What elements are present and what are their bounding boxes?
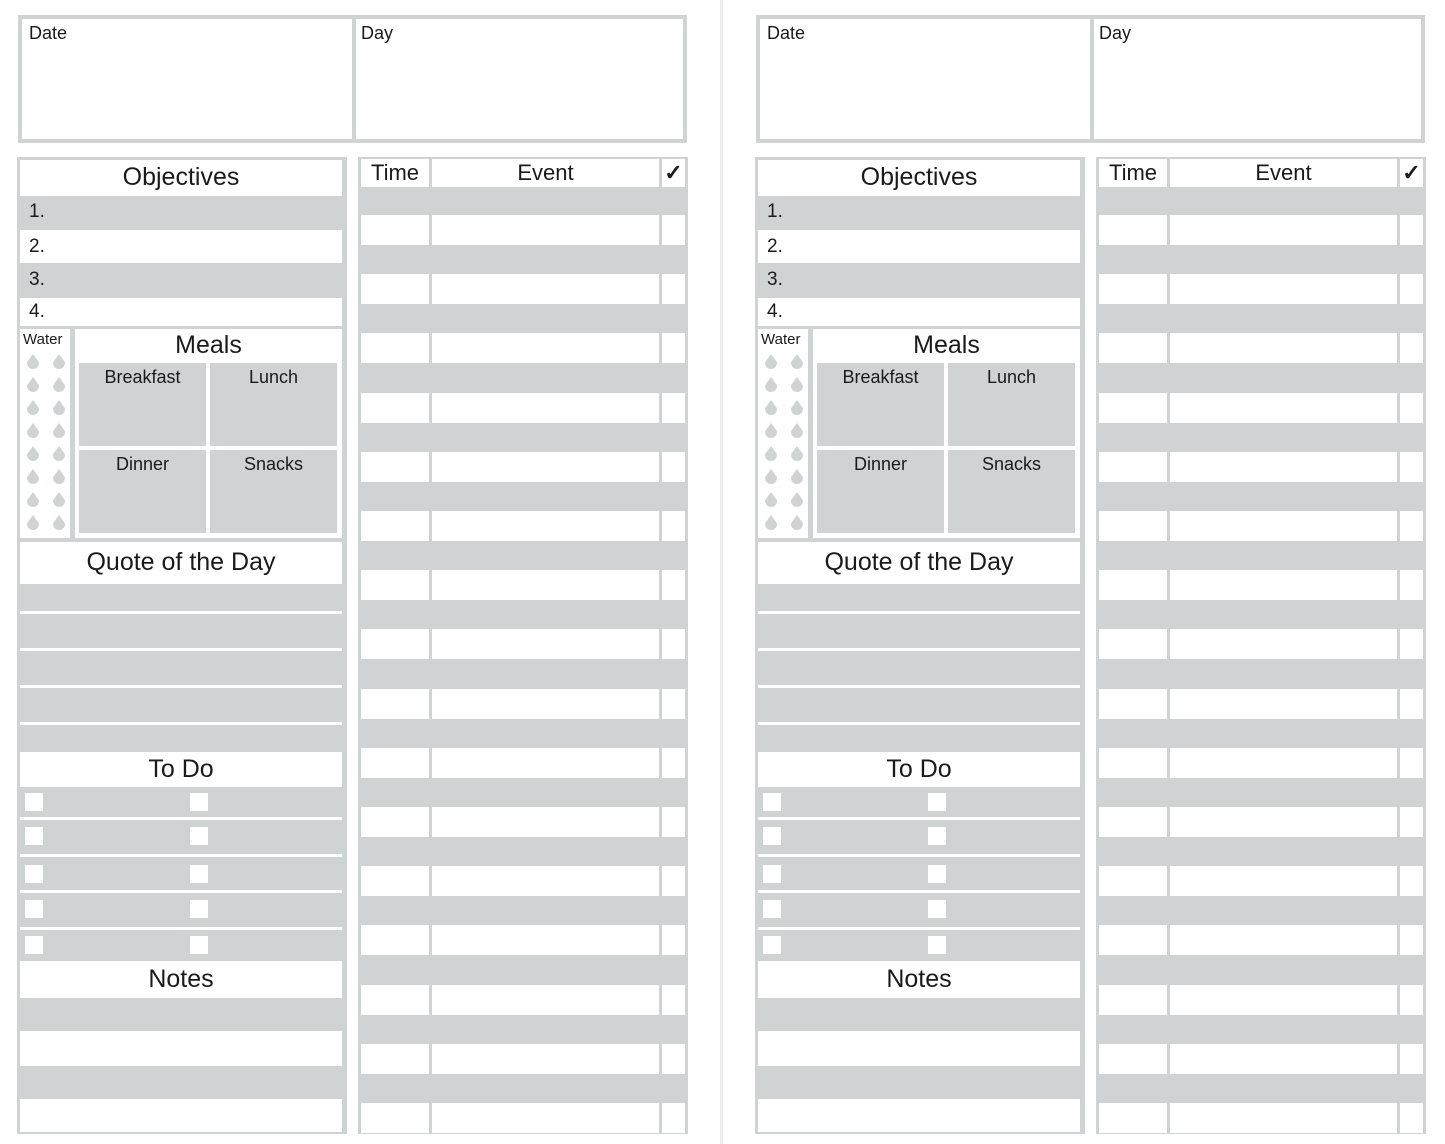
water-drop-icon[interactable] — [791, 400, 803, 415]
event-cell[interactable] — [432, 866, 659, 896]
dinner-label: Dinner — [853, 454, 908, 474]
water-column-1 — [760, 350, 782, 536]
water-drop-icon[interactable] — [53, 354, 65, 369]
check-cell[interactable] — [1400, 629, 1423, 659]
check-cell[interactable] — [662, 866, 685, 896]
snacks-box[interactable] — [948, 450, 1075, 533]
todo-divider — [20, 927, 342, 930]
check-header: ✓ — [1400, 159, 1423, 187]
todo-header — [758, 752, 1080, 787]
time-cell[interactable] — [361, 925, 429, 955]
time-cell[interactable] — [1099, 274, 1167, 304]
objective-2[interactable]: 2. — [767, 236, 783, 257]
time-cell[interactable] — [361, 807, 429, 837]
planner-page-left — [0, 0, 722, 1144]
quote-line — [758, 685, 1080, 688]
event-cell[interactable] — [432, 1044, 659, 1074]
water-drop-icon[interactable] — [53, 469, 65, 484]
date-day-header — [756, 15, 1425, 143]
todo-divider — [758, 817, 1080, 820]
water-column-1 — [22, 350, 44, 536]
snacks-box[interactable] — [210, 450, 337, 533]
notes-title: Notes — [886, 965, 952, 993]
todo-checkbox[interactable] — [25, 936, 43, 954]
time-cell[interactable] — [1099, 985, 1167, 1015]
check-header: ✓ — [662, 159, 685, 187]
check-cell[interactable] — [662, 807, 685, 837]
check-cell[interactable] — [662, 629, 685, 659]
check-cell[interactable] — [662, 511, 685, 541]
check-cell[interactable] — [662, 570, 685, 600]
objective-1[interactable]: 1. — [29, 201, 45, 222]
water-drop-icon[interactable] — [791, 423, 803, 438]
time-cell[interactable] — [361, 629, 429, 659]
water-drop-icon[interactable] — [765, 469, 777, 484]
check-cell[interactable] — [662, 1044, 685, 1074]
check-cell[interactable] — [662, 748, 685, 778]
objectives-title: Objectives — [860, 163, 978, 191]
time-cell[interactable] — [361, 393, 429, 423]
breakfast-box[interactable] — [817, 363, 944, 446]
todo-divider — [20, 854, 342, 857]
lunch-box[interactable] — [210, 363, 337, 446]
quote-line — [758, 648, 1080, 651]
check-cell[interactable] — [662, 274, 685, 304]
todo-checkbox[interactable] — [928, 900, 946, 918]
time-cell[interactable] — [1099, 393, 1167, 423]
time-cell[interactable] — [361, 511, 429, 541]
check-cell[interactable] — [662, 925, 685, 955]
event-cell[interactable] — [432, 274, 659, 304]
schedule-column — [358, 157, 688, 1134]
water-drop-icon[interactable] — [791, 377, 803, 392]
event-cell[interactable] — [1170, 629, 1397, 659]
water-drop-icon[interactable] — [791, 354, 803, 369]
todo-checkbox[interactable] — [190, 900, 208, 918]
time-cell[interactable] — [1099, 511, 1167, 541]
water-drop-icon[interactable] — [27, 492, 39, 507]
notes-line[interactable] — [20, 1031, 342, 1066]
quote-line — [20, 722, 342, 725]
check-cell[interactable] — [1400, 866, 1423, 896]
time-cell[interactable] — [361, 452, 429, 482]
event-cell[interactable] — [432, 925, 659, 955]
check-cell[interactable] — [1400, 807, 1423, 837]
check-cell[interactable] — [1400, 333, 1423, 363]
event-cell[interactable] — [432, 807, 659, 837]
water-drop-icon[interactable] — [53, 492, 65, 507]
time-cell[interactable] — [1099, 629, 1167, 659]
notes-header — [20, 961, 342, 998]
notes-title: Notes — [148, 965, 214, 993]
todo-title: To Do — [148, 755, 214, 783]
todo-checkbox[interactable] — [763, 900, 781, 918]
left-column — [755, 157, 1085, 1134]
quote-header — [758, 542, 1080, 584]
time-cell[interactable] — [1099, 925, 1167, 955]
event-cell[interactable] — [432, 985, 659, 1015]
todo-divider — [758, 854, 1080, 857]
event-cell[interactable] — [1170, 393, 1397, 423]
event-cell[interactable] — [432, 629, 659, 659]
water-drop-icon[interactable] — [791, 515, 803, 530]
event-cell[interactable] — [432, 570, 659, 600]
water-drop-icon[interactable] — [27, 423, 39, 438]
dinner-box[interactable] — [79, 450, 206, 533]
water-drop-icon[interactable] — [53, 423, 65, 438]
event-cell[interactable] — [1170, 511, 1397, 541]
water-column-2 — [786, 350, 808, 536]
objective-4[interactable]: 4. — [767, 301, 783, 322]
event-cell[interactable] — [1170, 1044, 1397, 1074]
time-cell[interactable] — [1099, 215, 1167, 245]
objectives-title: Objectives — [122, 163, 240, 191]
check-cell[interactable] — [662, 333, 685, 363]
event-cell[interactable] — [432, 215, 659, 245]
event-cell[interactable] — [1170, 1103, 1397, 1133]
schedule-column — [1096, 157, 1426, 1134]
check-cell[interactable] — [1400, 393, 1423, 423]
event-cell[interactable] — [1170, 274, 1397, 304]
quote-line — [20, 648, 342, 651]
water-drop-icon[interactable] — [765, 354, 777, 369]
todo-checkbox[interactable] — [763, 865, 781, 883]
check-cell[interactable] — [1400, 689, 1423, 719]
notes-line[interactable] — [758, 1099, 1080, 1132]
date-label: Date — [767, 23, 806, 43]
lunch-label: Lunch — [248, 367, 299, 387]
water-drop-icon[interactable] — [27, 469, 39, 484]
header-divider — [352, 19, 356, 139]
event-header: Event — [432, 159, 659, 187]
day-label: Day — [361, 23, 394, 43]
todo-checkbox[interactable] — [763, 793, 781, 811]
todo-checkbox[interactable] — [25, 793, 43, 811]
time-cell[interactable] — [361, 333, 429, 363]
notes-line[interactable] — [758, 1031, 1080, 1066]
todo-checkbox[interactable] — [190, 865, 208, 883]
check-cell[interactable] — [1400, 570, 1423, 600]
objective-2[interactable]: 2. — [29, 236, 45, 257]
quote-line — [758, 611, 1080, 614]
notes-line[interactable] — [20, 1099, 342, 1132]
event-cell[interactable] — [1170, 689, 1397, 719]
dinner-label: Dinner — [115, 454, 170, 474]
date-day-header — [18, 15, 687, 143]
time-cell[interactable] — [1099, 570, 1167, 600]
event-cell[interactable] — [1170, 925, 1397, 955]
quote-line — [20, 611, 342, 614]
check-cell[interactable] — [1400, 511, 1423, 541]
breakfast-label: Breakfast — [104, 367, 181, 387]
meals-title: Meals — [913, 331, 980, 359]
todo-checkbox[interactable] — [763, 936, 781, 954]
todo-checkbox[interactable] — [25, 900, 43, 918]
time-cell[interactable] — [361, 985, 429, 1015]
dinner-box[interactable] — [817, 450, 944, 533]
water-drop-icon[interactable] — [27, 400, 39, 415]
water-drop-icon[interactable] — [791, 469, 803, 484]
todo-checkbox[interactable] — [190, 936, 208, 954]
todo-checkbox[interactable] — [928, 936, 946, 954]
quote-line — [758, 722, 1080, 725]
event-cell[interactable] — [432, 511, 659, 541]
water-drop-icon[interactable] — [53, 377, 65, 392]
meals-panel — [75, 329, 342, 538]
objectives-header — [20, 160, 342, 196]
todo-checkbox[interactable] — [928, 793, 946, 811]
meals-title: Meals — [175, 331, 242, 359]
time-cell[interactable] — [361, 748, 429, 778]
check-cell[interactable] — [1400, 1103, 1423, 1133]
time-header: Time — [361, 159, 429, 187]
todo-checkbox[interactable] — [763, 827, 781, 845]
time-cell[interactable] — [361, 866, 429, 896]
event-cell[interactable] — [432, 333, 659, 363]
event-header: Event — [1170, 159, 1397, 187]
snacks-label: Snacks — [243, 454, 304, 474]
todo-checkbox[interactable] — [928, 865, 946, 883]
event-cell[interactable] — [1170, 866, 1397, 896]
meals-panel — [813, 329, 1080, 538]
objectives-header — [758, 160, 1080, 196]
todo-title: To Do — [886, 755, 952, 783]
objective-row-4[interactable] — [20, 298, 342, 326]
breakfast-box[interactable] — [79, 363, 206, 446]
time-cell[interactable] — [1099, 866, 1167, 896]
water-drop-icon[interactable] — [765, 423, 777, 438]
todo-divider — [758, 890, 1080, 893]
check-cell[interactable] — [1400, 215, 1423, 245]
quote-line — [20, 685, 342, 688]
time-cell[interactable] — [1099, 748, 1167, 778]
check-cell[interactable] — [1400, 925, 1423, 955]
time-cell[interactable] — [1099, 807, 1167, 837]
check-cell[interactable] — [1400, 985, 1423, 1015]
water-column-2 — [48, 350, 70, 536]
check-cell[interactable] — [1400, 1044, 1423, 1074]
event-cell[interactable] — [432, 452, 659, 482]
day-label: Day — [1099, 23, 1132, 43]
water-drop-icon[interactable] — [27, 446, 39, 461]
water-drop-icon[interactable] — [765, 377, 777, 392]
planner-page-right — [738, 0, 1445, 1144]
water-drop-icon[interactable] — [791, 492, 803, 507]
time-header: Time — [1099, 159, 1167, 187]
left-column — [17, 157, 347, 1134]
check-cell[interactable] — [662, 689, 685, 719]
time-cell[interactable] — [361, 274, 429, 304]
time-cell[interactable] — [1099, 689, 1167, 719]
objective-3[interactable]: 3. — [767, 269, 783, 290]
water-drop-icon[interactable] — [765, 515, 777, 530]
quote-header — [20, 542, 342, 584]
water-label: Water — [761, 331, 801, 348]
time-cell[interactable] — [361, 1044, 429, 1074]
todo-checkbox[interactable] — [928, 827, 946, 845]
snacks-label: Snacks — [981, 454, 1042, 474]
event-cell[interactable] — [1170, 215, 1397, 245]
check-cell[interactable] — [1400, 452, 1423, 482]
todo-checkbox[interactable] — [25, 865, 43, 883]
check-cell[interactable] — [662, 1103, 685, 1133]
objective-4[interactable]: 4. — [29, 301, 45, 322]
todo-divider — [758, 927, 1080, 930]
objective-1[interactable]: 1. — [767, 201, 783, 222]
time-cell[interactable] — [361, 215, 429, 245]
header-divider — [1090, 19, 1094, 139]
time-cell[interactable] — [1099, 1103, 1167, 1133]
breakfast-label: Breakfast — [842, 367, 919, 387]
objective-row-2[interactable] — [758, 230, 1080, 263]
check-cell[interactable] — [1400, 748, 1423, 778]
check-cell[interactable] — [1400, 274, 1423, 304]
water-drop-icon[interactable] — [765, 446, 777, 461]
event-cell[interactable] — [1170, 985, 1397, 1015]
objective-row-4[interactable] — [758, 298, 1080, 326]
time-cell[interactable] — [1099, 452, 1167, 482]
notes-header — [758, 961, 1080, 998]
water-drop-icon[interactable] — [53, 515, 65, 530]
todo-header — [20, 752, 342, 787]
todo-checkbox[interactable] — [190, 827, 208, 845]
water-drop-icon[interactable] — [27, 515, 39, 530]
event-cell[interactable] — [1170, 748, 1397, 778]
todo-divider — [20, 890, 342, 893]
water-drop-icon[interactable] — [53, 400, 65, 415]
todo-divider — [20, 817, 342, 820]
event-cell[interactable] — [1170, 807, 1397, 837]
event-cell[interactable] — [1170, 333, 1397, 363]
check-cell[interactable] — [662, 215, 685, 245]
quote-title: Quote of the Day — [824, 548, 1014, 576]
time-cell[interactable] — [361, 570, 429, 600]
water-drop-icon[interactable] — [791, 446, 803, 461]
todo-checkbox[interactable] — [190, 793, 208, 811]
check-cell[interactable] — [662, 393, 685, 423]
event-cell[interactable] — [1170, 570, 1397, 600]
time-cell[interactable] — [361, 689, 429, 719]
time-cell[interactable] — [1099, 1044, 1167, 1074]
event-cell[interactable] — [432, 689, 659, 719]
quote-title: Quote of the Day — [86, 548, 276, 576]
objective-3[interactable]: 3. — [29, 269, 45, 290]
water-drop-icon[interactable] — [765, 400, 777, 415]
water-drop-icon[interactable] — [27, 354, 39, 369]
date-label: Date — [29, 23, 68, 43]
objective-row-2[interactable] — [20, 230, 342, 263]
event-cell[interactable] — [432, 393, 659, 423]
water-drop-icon[interactable] — [27, 377, 39, 392]
water-drop-icon[interactable] — [765, 492, 777, 507]
lunch-label: Lunch — [986, 367, 1037, 387]
todo-checkbox[interactable] — [25, 827, 43, 845]
lunch-box[interactable] — [948, 363, 1075, 446]
time-cell[interactable] — [361, 1103, 429, 1133]
event-cell[interactable] — [432, 1103, 659, 1133]
event-cell[interactable] — [1170, 452, 1397, 482]
time-cell[interactable] — [1099, 333, 1167, 363]
check-cell[interactable] — [662, 985, 685, 1015]
event-cell[interactable] — [432, 748, 659, 778]
check-cell[interactable] — [662, 452, 685, 482]
water-label: Water — [23, 331, 63, 348]
water-drop-icon[interactable] — [53, 446, 65, 461]
